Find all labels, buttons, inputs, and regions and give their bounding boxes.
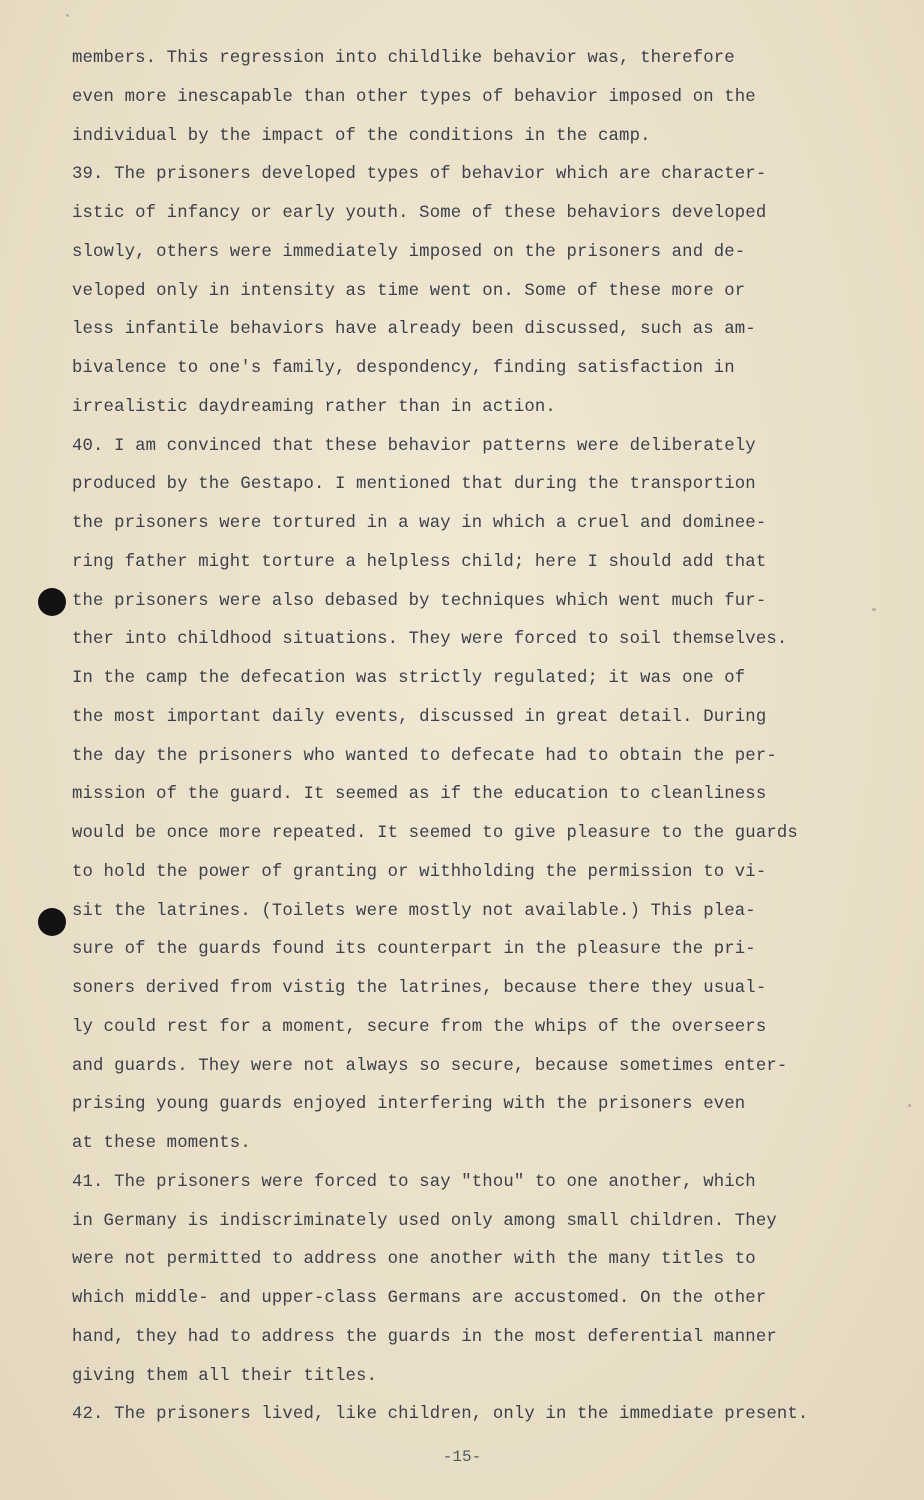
- text-line: ly could rest for a moment, secure from the whips of the overseers: [72, 1017, 767, 1037]
- punch-hole-top: [38, 588, 66, 616]
- text-line: even more inescapable than other types of behavior imposed on the: [72, 87, 756, 107]
- text-line: to hold the power of granting or withholding the permission to vi-: [72, 862, 767, 882]
- paper-speck: [872, 608, 876, 611]
- text-line: which middle- and upper-class Germans are accustomed. On the other: [72, 1289, 767, 1308]
- text-line: were not permitted to address one another with the many titles to: [72, 1250, 756, 1270]
- typewritten-text: [72, 40, 872, 1435]
- text-line: produced by the Gestapo. I mentioned that during the transportion: [72, 475, 756, 495]
- text-line: members. This regression into childlike behavior was, therefore: [72, 49, 735, 68]
- page-number: -15-: [442, 1448, 482, 1466]
- text-line: and guards. They were not always so secure, because sometimes enter-: [72, 1056, 788, 1076]
- paper-speck: [908, 1104, 911, 1107]
- text-line: the most important daily events, discussed in great detail. During: [72, 707, 767, 727]
- punch-hole-bottom: [38, 908, 66, 936]
- text-line: in Germany is indiscriminately used only among small children. They: [72, 1211, 777, 1231]
- text-line: ther into childhood situations. They were forced to soil themselves.: [72, 630, 788, 650]
- text-line: mission of the guard. It seemed as if the education to cleanliness: [72, 785, 767, 805]
- text-line: irrealistic daydreaming rather than in action.: [72, 397, 556, 417]
- paper-speck: [66, 14, 69, 17]
- text-line: the day the prisoners who wanted to defecate had to obtain the per-: [72, 746, 777, 766]
- text-line: the prisoners were tortured in a way in which a cruel and dominee-: [72, 514, 767, 533]
- text-line: prising young guards enjoyed interfering with the prisoners even: [72, 1095, 746, 1115]
- text-line: would be once more repeated. It seemed to give pleasure to the guards: [72, 824, 798, 843]
- text-line: 40. I am convinced that these behavior patterns were deliberately: [72, 436, 756, 456]
- text-line: veloped only in intensity as time went on. Some of these more or: [72, 281, 746, 301]
- text-line: at these moments.: [72, 1134, 251, 1153]
- text-line: 42. The prisoners lived, like children, only in the immediate present.: [72, 1405, 809, 1425]
- text-line: 41. The prisoners were forced to say "thou" to one another, which: [72, 1172, 756, 1192]
- text-line: giving them all their titles.: [72, 1366, 378, 1386]
- text-line: bivalence to one's family, despondency, finding satisfaction in: [72, 359, 735, 378]
- text-line: the prisoners were also debased by techniques which went much fur-: [72, 591, 767, 611]
- text-line: sure of the guards found its counterpart in the pleasure the pri-: [72, 940, 756, 960]
- text-line: soners derived from vistig the latrines, because there they usual-: [72, 979, 767, 998]
- text-line: less infantile behaviors have already been discussed, such as am-: [72, 320, 756, 340]
- text-line: In the camp the defecation was strictly regulated; it was one of: [72, 669, 746, 688]
- text-line: 39. The prisoners developed types of behavior which are character-: [72, 165, 767, 185]
- text-line: hand, they had to address the guards in the most deferential manner: [72, 1327, 777, 1347]
- text-line: ring father might torture a helpless child; here I should add that: [72, 552, 767, 572]
- text-line: istic of infancy or early youth. Some of these behaviors developed: [72, 204, 767, 223]
- text-line: sit the latrines. (Toilets were mostly not available.) This plea-: [72, 901, 756, 921]
- text-line: individual by the impact of the conditions in the camp.: [72, 126, 651, 146]
- text-line: slowly, others were immediately imposed on the prisoners and de-: [72, 242, 746, 262]
